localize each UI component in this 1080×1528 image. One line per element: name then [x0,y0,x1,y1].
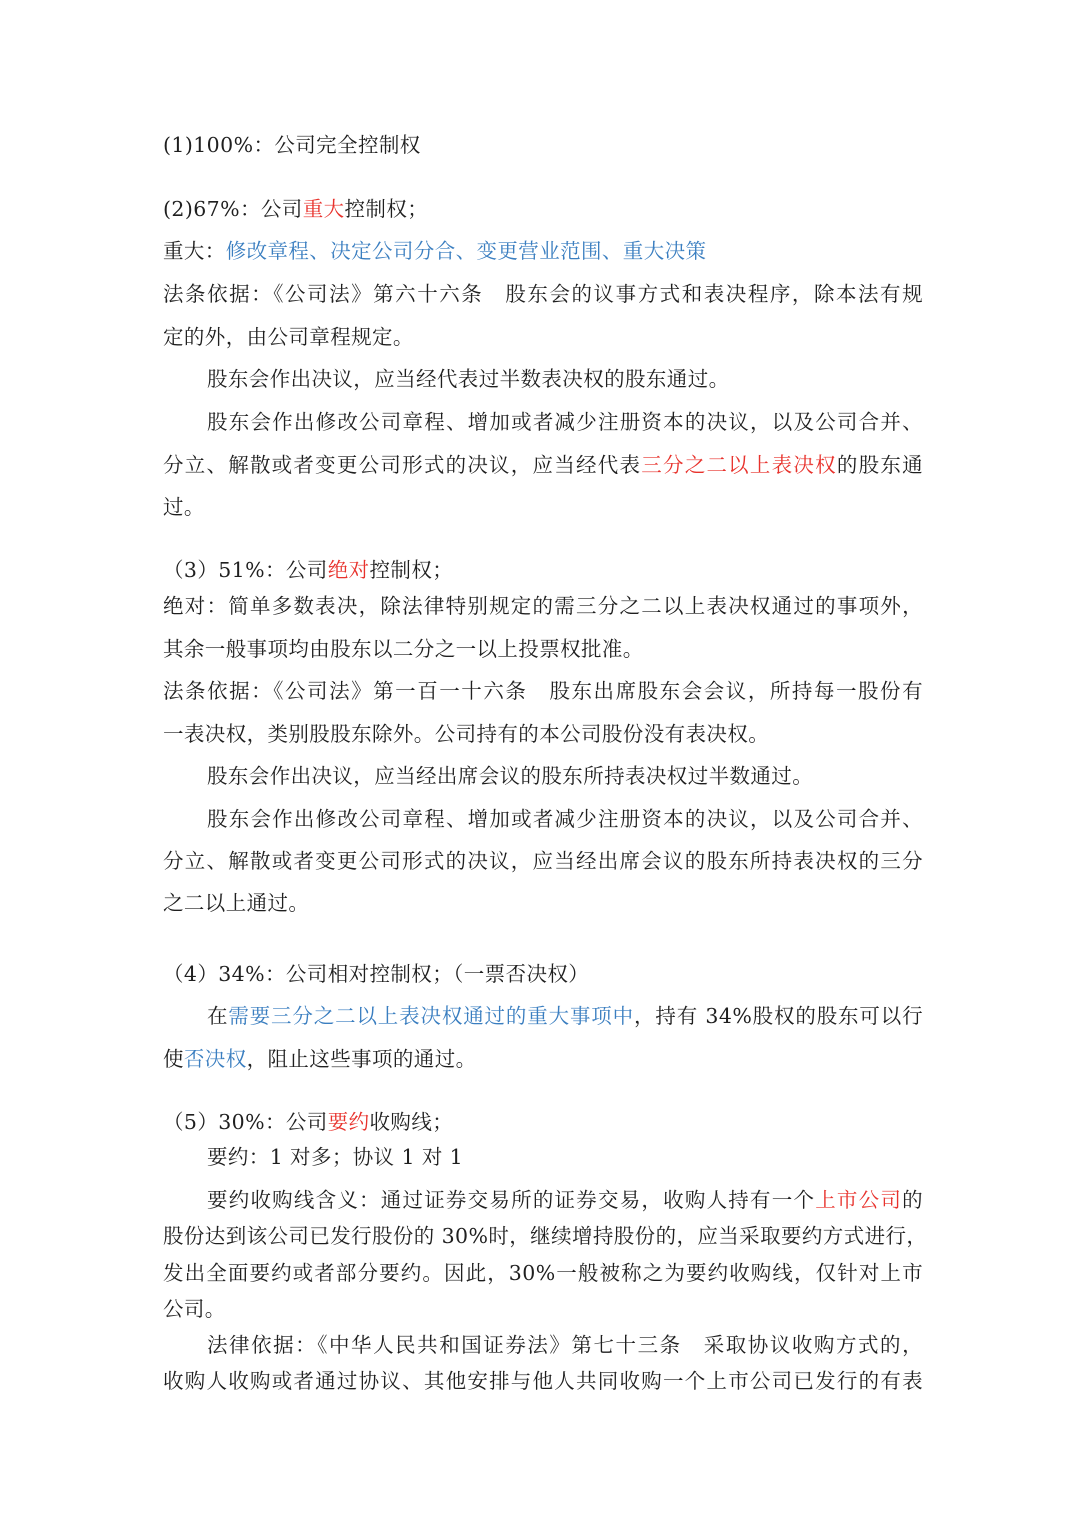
heading-51-percent: （3）51%：公司绝对控制权； [163,558,454,582]
highlight-absolute: 绝对 [327,558,370,582]
law-basis-art66-line1: 法条依据：《公司法》第六十六条 股东会的议事方式和表决程序，除本法有规 [163,282,923,306]
heading-34-percent: （4）34%：公司相对控制权；（一票否决权） [163,962,590,986]
veto-paragraph-line2: 使否决权，阻止这些事项的通过。 [163,1047,477,1071]
heading-30-percent: （5）30%：公司要约收购线； [163,1110,454,1134]
law-basis-art66-line2: 定的外，由公司章程规定。 [163,325,414,349]
tender-line-meaning-line4: 公司。 [163,1297,226,1321]
highlight-tender-offer: 要约 [327,1110,370,1134]
absolute-definition-line1: 绝对：简单多数表决，除法律特别规定的需三分之二以上表决权通过的事项外， [163,594,923,618]
veto-paragraph-line1: 在需要三分之二以上表决权通过的重大事项中，持有 34%股权的股东可以行 [207,1004,923,1028]
absolute-definition-line2: 其余一般事项均由股东以二分之一以上投票权批准。 [163,637,644,661]
tender-line-meaning-line2: 股份达到该公司已发行股份的 30%时，继续增持股份的，应当采取要约方式进行， [163,1224,928,1248]
art116-paragraph-2-line1: 股东会作出修改公司章程、增加或者减少注册资本的决议，以及公司合并、 [207,807,923,831]
tender-offer-note: 要约：1 对多；协议 1 对 1 [207,1145,464,1169]
highlight-major-matters: 需要三分之二以上表决权通过的重大事项中 [228,1004,635,1028]
art66-paragraph-1: 股东会作出决议，应当经代表过半数表决权的股东通过。 [207,367,730,391]
highlight-veto: 否决权 [183,1047,247,1071]
securities-law-art73-line1: 法律依据：《中华人民共和国证券法》第七十三条 采取协议收购方式的， [207,1333,923,1357]
art116-paragraph-1: 股东会作出决议，应当经出席会议的股东所持表决权过半数通过。 [207,764,814,788]
art66-paragraph-2-line3: 过。 [163,495,205,519]
tender-line-meaning-line1: 要约收购线含义：通过证券交易所的证券交易，收购人持有一个上市公司的 [207,1188,923,1212]
art116-paragraph-2-line2: 分立、解散或者变更公司形式的决议，应当经出席会议的股东所持表决权的三分 [163,849,923,873]
highlight-major: 重大 [302,197,345,221]
major-definition-items: 修改章程、决定公司分合、变更营业范围、重大决策 [225,239,707,263]
art66-paragraph-2-line1: 股东会作出修改公司章程、增加或者减少注册资本的决议，以及公司合并、 [207,410,923,434]
law-basis-art116-line1: 法条依据：《公司法》第一百一十六条 股东出席股东会会议，所持每一股份有 [163,679,923,703]
securities-law-art73-line2: 收购人收购或者通过协议、其他安排与他人共同收购一个上市公司已发行的有表 [163,1369,923,1393]
highlight-two-thirds: 三分之二以上表决权 [641,453,837,477]
tender-line-meaning-line3: 发出全面要约或者部分要约。因此，30%一般被称之为要约收购线，仅针对上市 [163,1261,923,1285]
art66-paragraph-2-line2: 分立、解散或者变更公司形式的决议，应当经代表三分之二以上表决权的股东通 [163,453,923,477]
major-definition: 重大：修改章程、决定公司分合、变更营业范围、重大决策 [163,239,707,263]
highlight-listed-company: 上市公司 [815,1188,903,1212]
heading-100-percent: (1)100%：公司完全控制权 [163,133,421,157]
law-basis-art116-line2: 一表决权，类别股股东除外。公司持有的本公司股份没有表决权。 [163,722,770,746]
art116-paragraph-2-line3: 之二以上通过。 [163,891,310,915]
heading-67-percent: (2)67%：公司重大控制权； [163,197,429,221]
